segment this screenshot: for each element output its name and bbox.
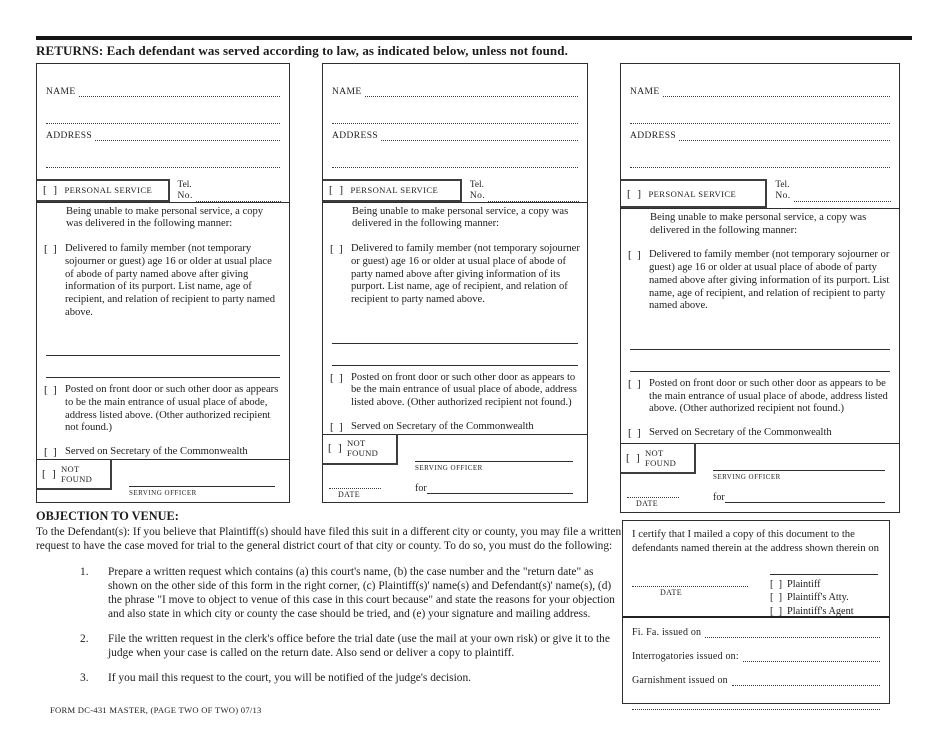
date-label: DATE <box>338 489 361 499</box>
address-input-line-2[interactable] <box>332 156 578 168</box>
tel-label: Tel. <box>177 180 192 190</box>
not-found-label: NOT FOUND <box>347 438 379 459</box>
posted-checkbox[interactable]: [ ] <box>44 384 57 397</box>
item-text: Prepare a written request which contains (a) this court's name, (b) the case number and the "return date" as shown on the other side of this form in the right corner, (c) Plaintiff(s)' name(s) and Defendant(s)' name(s), (d) the phrase "I move to object to venue of this case in this court because" and state the reasons for your objection and also state in which city or county the case should be tried, and (e) your signature and mailing address. <box>108 565 615 620</box>
item-number: 3. <box>80 672 89 685</box>
item-number: 1. <box>80 565 89 578</box>
unable-intro-text: Being unable to make personal service, a copy was delivered in the following manner: <box>66 205 264 230</box>
returns-heading: RETURNS: Each defendant was served according to law, as indicated below, unless not found. <box>36 43 568 58</box>
address-label: ADDRESS <box>332 131 379 141</box>
plaintiffs-atty-checkbox[interactable]: [ ] <box>770 592 783 604</box>
tel-label: Tel. <box>775 180 790 190</box>
return-column-1 <box>36 63 290 503</box>
defendant-address-block <box>323 64 587 168</box>
objection-to-venue-section <box>36 509 624 686</box>
tel-no-input-line[interactable] <box>794 190 891 202</box>
plaintiffs-agent-checkbox[interactable]: [ ] <box>770 605 783 617</box>
mailing-certification-box <box>622 520 890 704</box>
address-input-line-2[interactable] <box>46 156 280 168</box>
interrogatories-date-input-line[interactable] <box>743 650 880 662</box>
objection-heading: OBJECTION TO VENUE: <box>36 509 179 523</box>
not-found-box <box>36 459 112 490</box>
delivered-checkbox[interactable]: [ ] <box>628 249 641 262</box>
top-rule <box>36 36 912 40</box>
certification-statement: I certify that I mailed a copy of this document to the defendants named therein at the address shown therein on <box>632 528 879 554</box>
address-input-line[interactable] <box>679 129 890 141</box>
for-label: for <box>415 482 427 494</box>
secretary-text: Served on Secretary of the Commonwealth <box>351 420 534 432</box>
recipient-info-line-2[interactable] <box>630 350 890 372</box>
plaintiffs-agent-label: Plaintiff's Agent <box>787 605 854 617</box>
recipient-info-line-2[interactable] <box>46 356 280 378</box>
serving-officer-signature-line[interactable] <box>129 486 275 487</box>
garnishment-label: Garnishment issued on <box>632 674 728 686</box>
issuance-rows <box>632 626 880 710</box>
delivered-text: Delivered to family member (not temporary sojourner or guest) age 16 or older at usual place of abode of party named above after giving information of its purport. List name, age of recipient, and relation of recipient to party named above. <box>649 249 890 312</box>
personal-service-band <box>37 179 289 203</box>
cert-signature-line[interactable] <box>770 574 878 575</box>
plaintiff-label: Plaintiff <box>787 578 821 590</box>
objection-item-1 <box>80 565 624 622</box>
personal-service-label: PERSONAL SERVICE <box>350 185 439 196</box>
name-input-line[interactable] <box>79 85 280 97</box>
serving-officer-label: SERVING OFFICER <box>415 463 483 472</box>
item-number: 2. <box>80 633 89 646</box>
tel-no-label: No. <box>775 190 791 201</box>
personal-service-checkbox[interactable]: [ ] <box>627 187 642 200</box>
fifa-date-input-line[interactable] <box>705 626 880 638</box>
unable-intro-text: Being unable to make personal service, a copy was delivered in the following manner: <box>352 205 569 230</box>
officer-block <box>37 459 289 503</box>
not-found-label: NOT FOUND <box>61 463 93 484</box>
personal-service-band <box>621 179 899 209</box>
secretary-checkbox[interactable]: [ ] <box>628 427 641 440</box>
date-input-line[interactable] <box>329 476 381 489</box>
serving-officer-signature-line[interactable] <box>415 461 573 462</box>
item-text: File the written request in the clerk's office before the trial date (use the mail at your own risk) or give it to the judge when your case is called on the return date. Also send or deliver a copy to plaintiff. <box>108 633 610 660</box>
not-found-checkbox[interactable]: [ ] <box>42 467 57 480</box>
item-text: If you mail this request to the court, you will be notified of the judge's decision. <box>108 672 471 685</box>
name-label: NAME <box>630 87 660 97</box>
return-column-3 <box>620 63 900 513</box>
personal-service-box <box>620 179 767 208</box>
fifa-label: Fi. Fa. issued on <box>632 626 702 638</box>
not-found-box <box>322 434 398 465</box>
posted-text: Posted on front door or such other door as appears to be the main entrance of usual place of abode, address listed above. (Other authorized recipient not found.) <box>65 384 279 434</box>
telephone-block <box>462 179 587 202</box>
recipient-info-line-1[interactable] <box>46 334 280 356</box>
date-input-line[interactable] <box>627 485 679 498</box>
telephone-block <box>767 179 899 208</box>
tel-no-label: No. <box>177 190 193 201</box>
not-found-checkbox[interactable]: [ ] <box>328 442 343 455</box>
delivered-checkbox[interactable]: [ ] <box>330 243 343 256</box>
recipient-info-line-1[interactable] <box>332 322 578 344</box>
address-input-line[interactable] <box>95 129 280 141</box>
not-found-box <box>620 443 696 474</box>
personal-service-box <box>36 179 170 202</box>
posted-text: Posted on front door or such other door as appears to be the main entrance of usual place of abode, address listed above. (Other authorized recipient not found.) <box>351 371 577 409</box>
name-input-line[interactable] <box>663 85 890 97</box>
personal-service-label: PERSONAL SERVICE <box>648 188 737 199</box>
recipient-info-line-1[interactable] <box>630 328 890 350</box>
tel-label: Tel. <box>469 180 484 190</box>
secretary-text: Served on Secretary of the Commonwealth <box>65 446 248 458</box>
secretary-checkbox[interactable]: [ ] <box>44 446 57 459</box>
address-input-line-2[interactable] <box>630 156 890 168</box>
secretary-text: Served on Secretary of the Commonwealth <box>649 427 832 439</box>
posted-text: Posted on front door or such other door as appears to be the main entrance of usual place of abode, address listed above. (Other authorized recipient not found.) <box>649 377 888 415</box>
name-label: NAME <box>46 87 76 97</box>
for-input-line[interactable] <box>427 481 573 494</box>
cert-date-label: DATE <box>660 587 683 597</box>
tel-no-input-line[interactable] <box>196 190 281 202</box>
not-found-checkbox[interactable]: [ ] <box>626 451 641 464</box>
service-manner-block <box>37 203 289 460</box>
signer-role-options <box>770 578 854 619</box>
tel-no-label: No. <box>469 190 486 201</box>
telephone-block <box>170 179 289 202</box>
not-found-label: NOT FOUND <box>645 447 677 468</box>
plaintiff-checkbox[interactable]: [ ] <box>770 578 783 590</box>
posted-checkbox[interactable]: [ ] <box>330 371 343 384</box>
recipient-info-line-2[interactable] <box>332 344 578 366</box>
posted-checkbox[interactable]: [ ] <box>628 377 641 390</box>
officer-block <box>621 443 899 512</box>
service-manner-block <box>323 203 587 434</box>
tel-no-input-line[interactable] <box>488 190 579 202</box>
extra-input-line[interactable] <box>632 698 880 710</box>
personal-service-label: PERSONAL SERVICE <box>64 185 153 196</box>
serving-officer-label: SERVING OFFICER <box>129 489 197 498</box>
form-number-footer: FORM DC-431 MASTER, (PAGE TWO OF TWO) 07/13 <box>50 705 262 715</box>
unable-intro-text: Being unable to make personal service, a copy was delivered in the following manner: <box>650 212 867 236</box>
serving-officer-label: SERVING OFFICER <box>713 473 781 481</box>
address-label: ADDRESS <box>46 131 93 141</box>
garnishment-date-input-line[interactable] <box>732 674 880 686</box>
name-input-line[interactable] <box>365 85 578 97</box>
delivered-text: Delivered to family member (not temporary sojourner or guest) age 16 or older at usual place of abode of party named above after giving information of its purport. List name, age of recipient, and relation of recipient to party named above. <box>65 243 276 318</box>
certification-signature-area <box>632 556 880 616</box>
officer-block <box>323 434 587 503</box>
name-input-line-2[interactable] <box>46 112 280 124</box>
address-input-line[interactable] <box>381 129 578 141</box>
personal-service-box <box>322 179 462 202</box>
for-input-line[interactable] <box>725 490 885 503</box>
plaintiffs-atty-label: Plaintiff's Atty. <box>787 592 849 604</box>
date-input-line[interactable] <box>43 501 95 503</box>
objection-item-3 <box>80 671 624 685</box>
name-input-line-2[interactable] <box>630 112 890 124</box>
for-label: for <box>713 492 725 503</box>
objection-item-2 <box>80 632 624 660</box>
service-manner-block <box>621 209 899 440</box>
defendant-address-block <box>37 64 289 168</box>
date-label: DATE <box>636 499 659 508</box>
personal-service-checkbox[interactable]: [ ] <box>329 184 344 197</box>
name-label: NAME <box>332 87 362 97</box>
defendant-address-block <box>621 64 899 168</box>
serving-officer-signature-line[interactable] <box>713 470 885 471</box>
secretary-checkbox[interactable]: [ ] <box>330 420 343 433</box>
delivered-text: Delivered to family member (not temporary sojourner or guest) age 16 or older at usual place of abode of party named above after giving information of its purport. List name, age of recipient, and relation of recipient to party named above. <box>351 243 580 305</box>
cert-date-input-line[interactable] <box>632 574 748 587</box>
return-column-2 <box>322 63 588 503</box>
delivered-checkbox[interactable]: [ ] <box>44 243 57 256</box>
objection-intro: To the Defendant(s): If you believe that Plaintiff(s) should have filed this suit in a different city or county, you may file a written request to have the case moved for trial to the general district court of that city or county. To do so, you must do the following: <box>36 526 622 553</box>
interrogatories-label: Interrogatories issued on: <box>632 650 739 662</box>
personal-service-checkbox[interactable]: [ ] <box>43 184 58 197</box>
personal-service-band <box>323 179 587 203</box>
address-label: ADDRESS <box>630 131 677 141</box>
name-input-line-2[interactable] <box>332 112 578 124</box>
